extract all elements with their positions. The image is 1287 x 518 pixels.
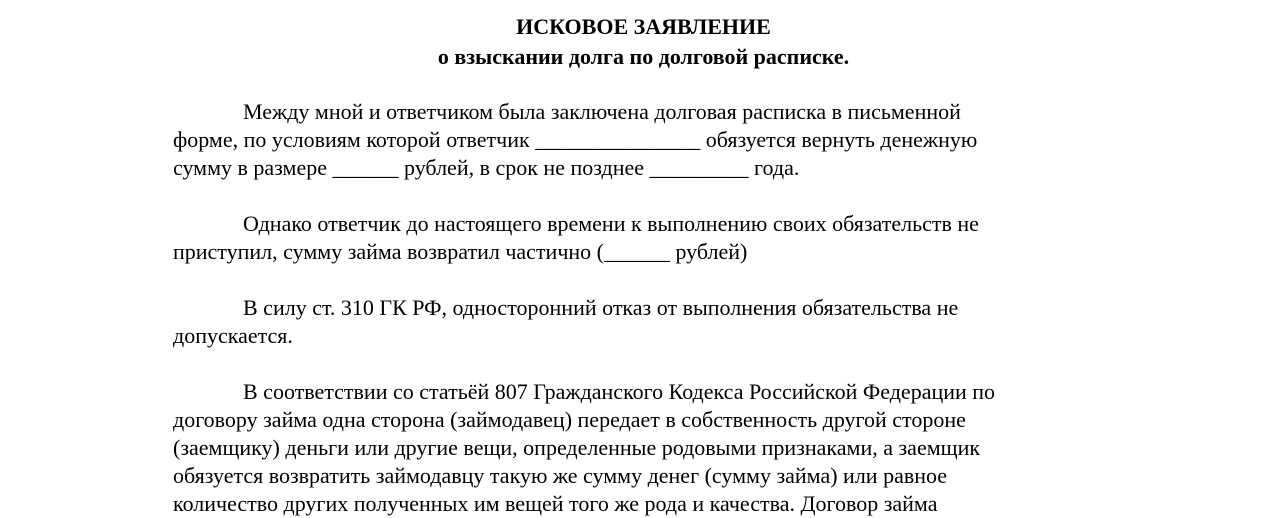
paragraph-line: форме, по условиям которой ответчик _______________ обязуется вернуть денежную	[173, 127, 978, 152]
paragraph-line: В соответствии со статьёй 807 Гражданского Кодекса Российской Федерации по	[243, 379, 996, 404]
paragraph-line: Однако ответчик до настоящего времени к выполнению своих обязательств не	[243, 211, 979, 236]
paragraph-line: договору займа одна сторона (займодавец) передает в собственность другой стороне	[173, 407, 966, 432]
paragraph-line: количество других полученных им вещей того же рода и качества. Договор займа	[173, 491, 938, 516]
document-title: ИСКОВОЕ ЗАЯВЛЕНИЕ	[516, 14, 771, 39]
paragraph-line: (заемщику) деньги или другие вещи, определенные родовыми признаками, а заемщик	[173, 435, 981, 460]
paragraph-line: Между мной и ответчиком была заключена долговая расписка в письменной	[243, 99, 961, 124]
document-subtitle: о взыскании долга по долговой расписке.	[437, 44, 850, 69]
paragraph-line: сумму в размере ______ рублей, в срок не позднее _________ года.	[173, 155, 800, 180]
paragraph-line: приступил, сумму займа возвратил частично (______ рублей)	[173, 239, 748, 264]
paragraph-line: обязуется возвратить займодавцу такую же сумму денег (сумму займа) или равное	[173, 463, 948, 488]
paragraph-line: В силу ст. 310 ГК РФ, односторонний отказ от выполнения обязательства не	[243, 295, 959, 320]
paragraph-line: допускается.	[173, 323, 293, 348]
